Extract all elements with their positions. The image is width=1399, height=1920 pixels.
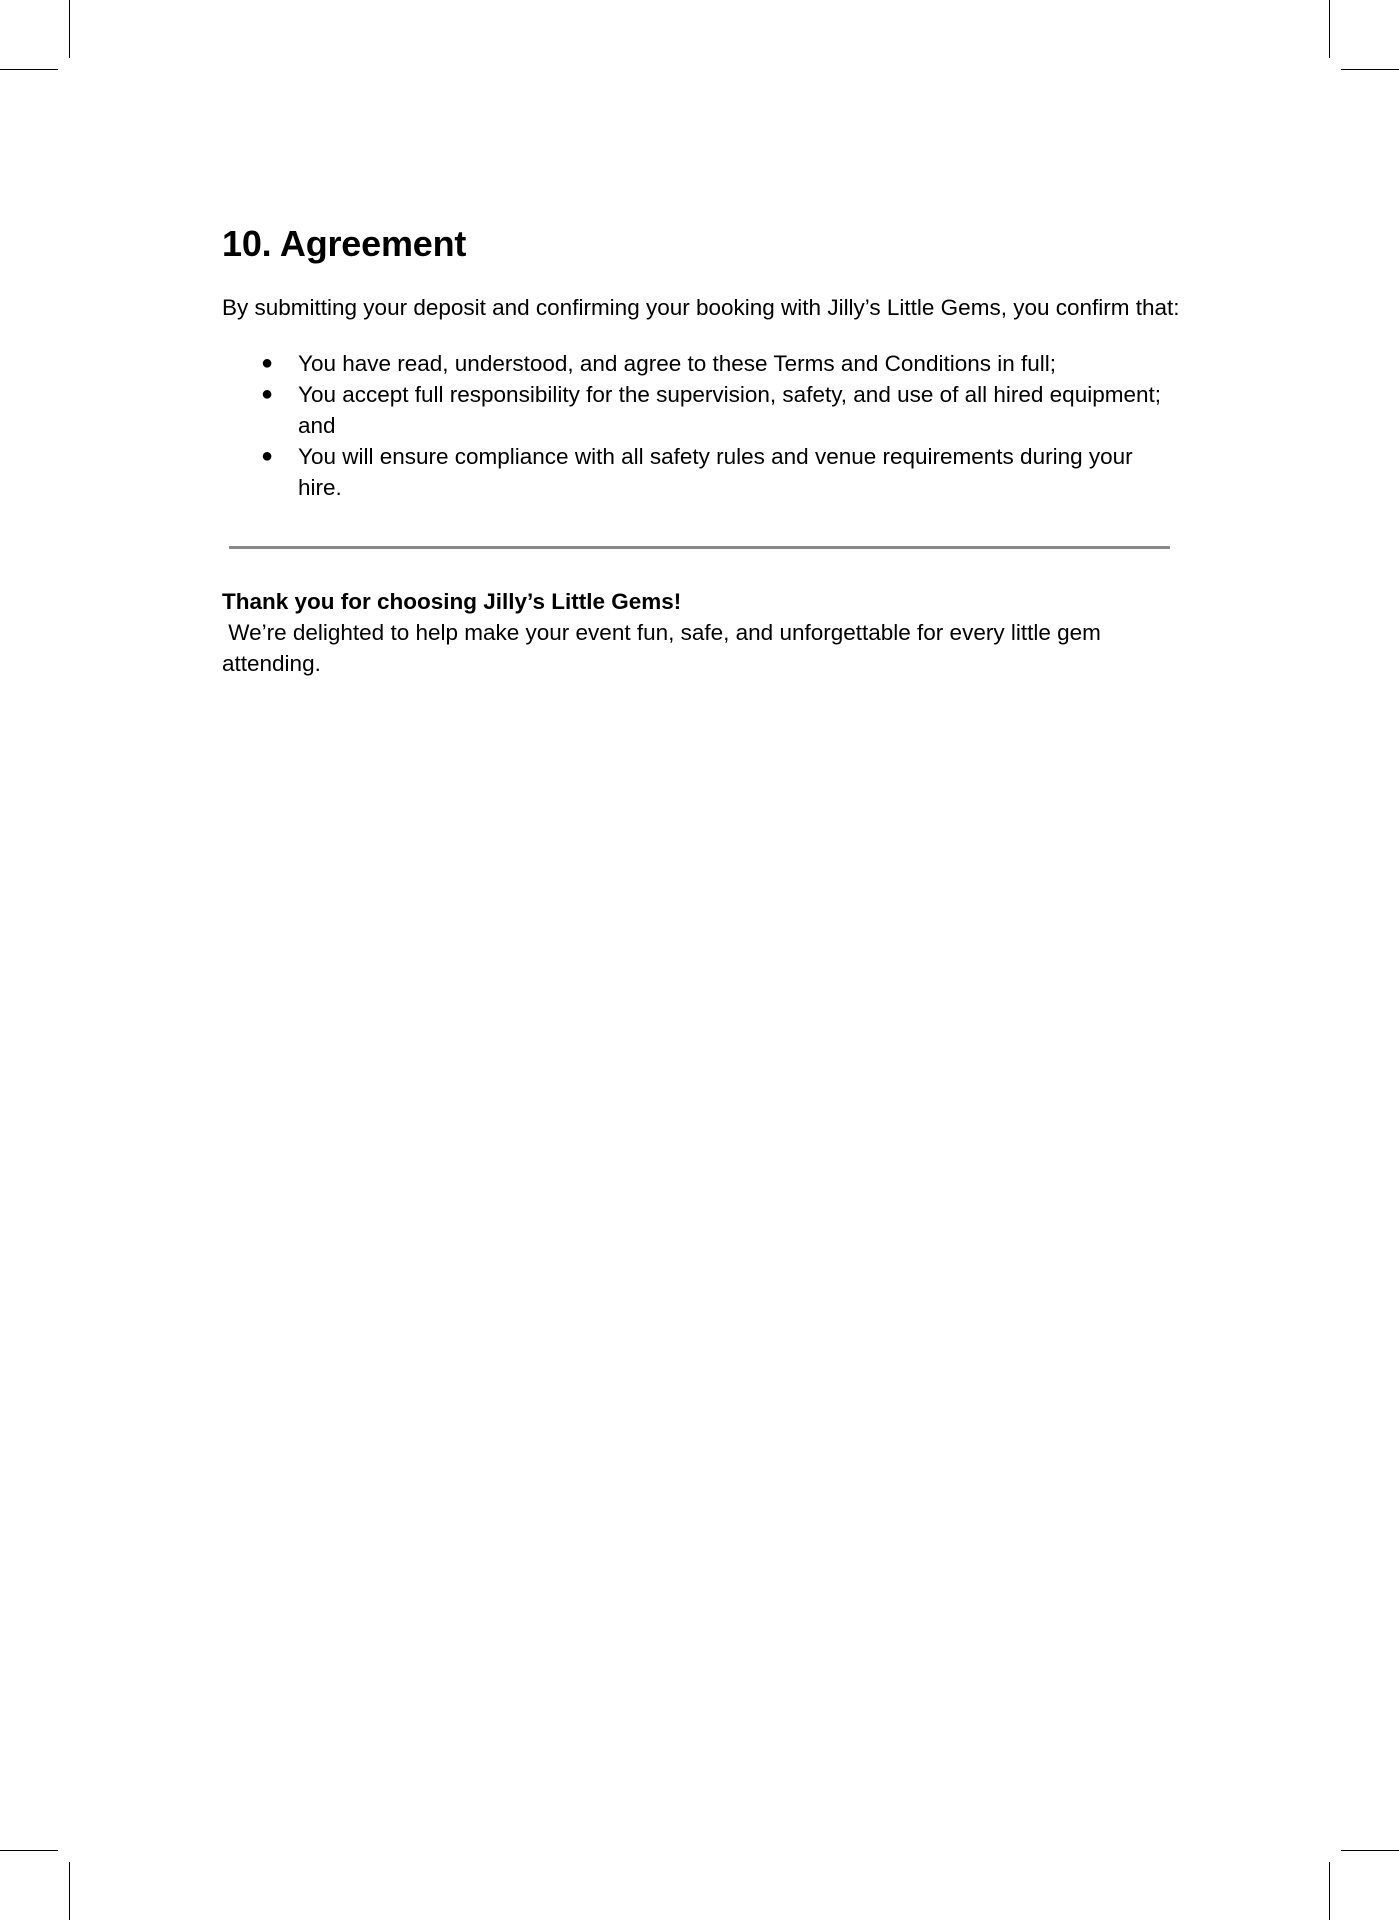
list-item-text: You will ensure compliance with all safety rules and venue requirements during your hire. (298, 444, 1133, 500)
crop-mark-top-right-vertical (1329, 0, 1330, 58)
crop-mark-bottom-left-horizontal (0, 1850, 58, 1851)
crop-mark-bottom-left-vertical (69, 1862, 70, 1920)
agreement-list (222, 348, 1182, 503)
list-item (222, 441, 1182, 503)
intro-paragraph: By submitting your deposit and confirming your booking with Jilly’s Little Gems, you confirm that: (222, 295, 1180, 320)
list-item (222, 348, 1182, 379)
crop-mark-bottom-right-vertical (1329, 1862, 1330, 1920)
crop-mark-top-left-horizontal (0, 69, 58, 70)
closing-body: We’re delighted to help make your event fun, safe, and unforgettable for every little gem attending. (222, 620, 1108, 676)
horizontal-divider (229, 546, 1170, 549)
crop-mark-top-left-vertical (69, 0, 70, 58)
list-item (222, 379, 1182, 441)
document-content (222, 218, 1182, 679)
bullet-icon: ● (261, 445, 274, 467)
section-heading: 10. Agreement (222, 223, 467, 264)
closing-title: Thank you for choosing Jilly’s Little Gems! (222, 589, 682, 614)
crop-mark-bottom-right-horizontal (1341, 1850, 1399, 1851)
bullet-icon: ● (261, 352, 274, 374)
list-item-text: You accept full responsibility for the supervision, safety, and use of all hired equipment; and (298, 382, 1161, 438)
bullet-icon: ● (261, 383, 274, 405)
crop-mark-top-right-horizontal (1341, 69, 1399, 70)
closing-note (222, 586, 1182, 679)
list-item-text: You have read, understood, and agree to these Terms and Conditions in full; (298, 351, 1057, 376)
